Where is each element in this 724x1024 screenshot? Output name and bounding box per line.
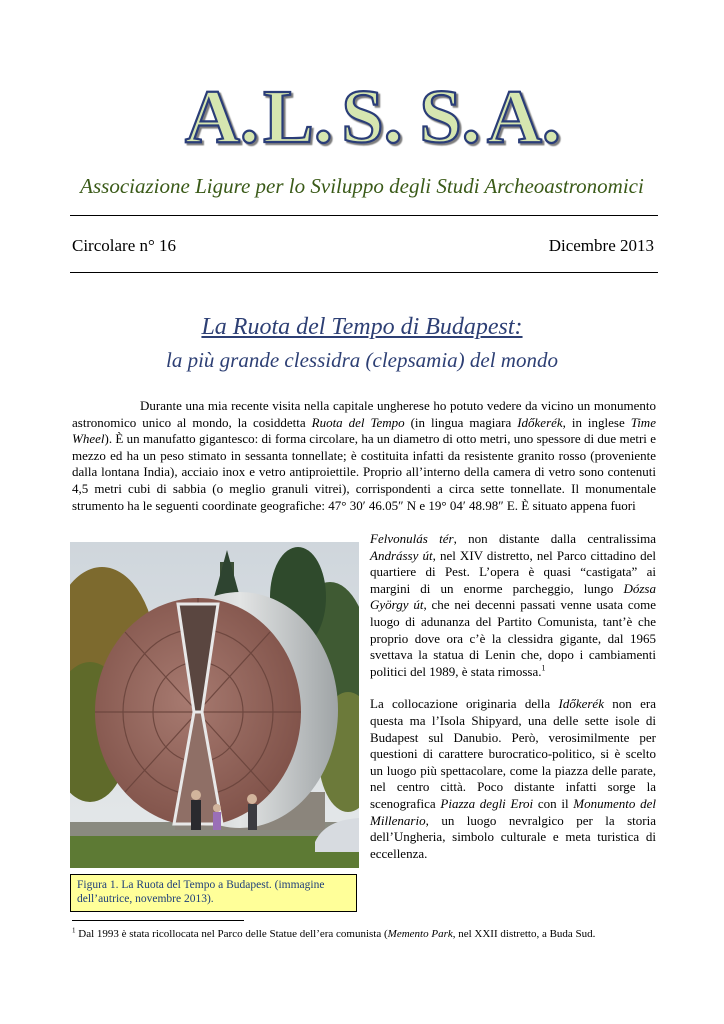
masthead-letter-3: S. (341, 82, 403, 159)
right-column-text (370, 531, 656, 862)
footnote-divider (72, 920, 244, 921)
masthead-letter-2: L. (263, 82, 333, 159)
intro-paragraph: Durante una mia recente visita nella capitale ungherese ho potuto vedere da vicino un monumento astronomico unico al mondo, la cosiddetta Ruota del Tempo (in lingua magiara Időkerék, in inglese Time Wheel). È un manufatto gigantesco: di forma circolare, ha un diametro di otto metri, uno spessore di due metri e mezzo ed ha un peso stimato in sessanta tonnellate; è costituita infatti da resistente granito rosso (proveniente dalla lontana India), acciaio inox e vetro antiproiettile. Proprio all’interno della camera di vetro sono contenuti 4,5 metri cubi di sabbia (o meglio granuli vitrei), corrispondenti a circa sette tonnellate. Il monumentale strumento ha le seguenti coordinate geografiche: 47° 30′ 46.05″ N e 19° 04′ 48.98″ E. È situato appena fuori (72, 398, 656, 513)
figure-caption: Figura 1. La Ruota del Tempo a Budapest. (immagine dell’autrice, novembre 2013). (70, 874, 357, 912)
article-title: La Ruota del Tempo di Budapest: (201, 314, 523, 340)
circular-number: Circolare n° 16 (72, 236, 177, 255)
paragraph-origin: La collocazione originaria della Időkerék non era questa ma l’Isola Shipyard, una delle sette isole di Budapest sul Danubio. Però, verosimilmente per questioni di carattere burocratico-politico, si è scelto un luogo più spettacolare, come la piazza delle parate, nel centro città. Poco distante infatti sorge la scenografica Piazza degli Eroi con il Monumento del Millenario, un luogo nevralgico per la storia dell’Ungheria, simbolo culturale e meta turistica di eccellenza. (370, 696, 656, 861)
masthead-letter-4: S. (419, 82, 481, 159)
footnote: $^1$ Dal 1993 è stata ricollocata nel Parco delle Statue dell’era comunista (Memento Park, nel XXII distretto, a Buda Sud. (72, 926, 596, 940)
association-name: Associazione Ligure per lo Sviluppo degli Studi Archeoastronomici (80, 174, 644, 198)
article-subtitle: la più grande clessidra (clepsamia) del mondo (166, 348, 558, 372)
time-wheel-photo (70, 542, 359, 868)
paragraph-location: Felvonulás tér, non distante dalla centralissima Andrássy út, nel XIV distretto, nel Parco cittadino del quartiere di Pest. L’opera è quasi “castigata” ai margini di un enorme parcheggio, lungo Dózsa György út, che nei decenni passati venne usata come luogo di adunanza del Partito Comunista, tant’è che proprio dove ora c’è la clessidra gigante, dal 1965 svettava la statua di Lenin che, dopo i cambiamenti politici del 1989, è stata rimossa.$^1$ (370, 531, 657, 679)
masthead-letter-5: A. (487, 82, 561, 159)
footnote-ref[interactable]: 1 (541, 663, 546, 673)
masthead-logo (0, 82, 724, 162)
header-divider (70, 215, 658, 216)
circular-divider (70, 272, 658, 273)
masthead-letter-1: A. (185, 82, 259, 159)
masthead-letters (0, 82, 724, 162)
circular-date: Dicembre 2013 (548, 236, 654, 255)
